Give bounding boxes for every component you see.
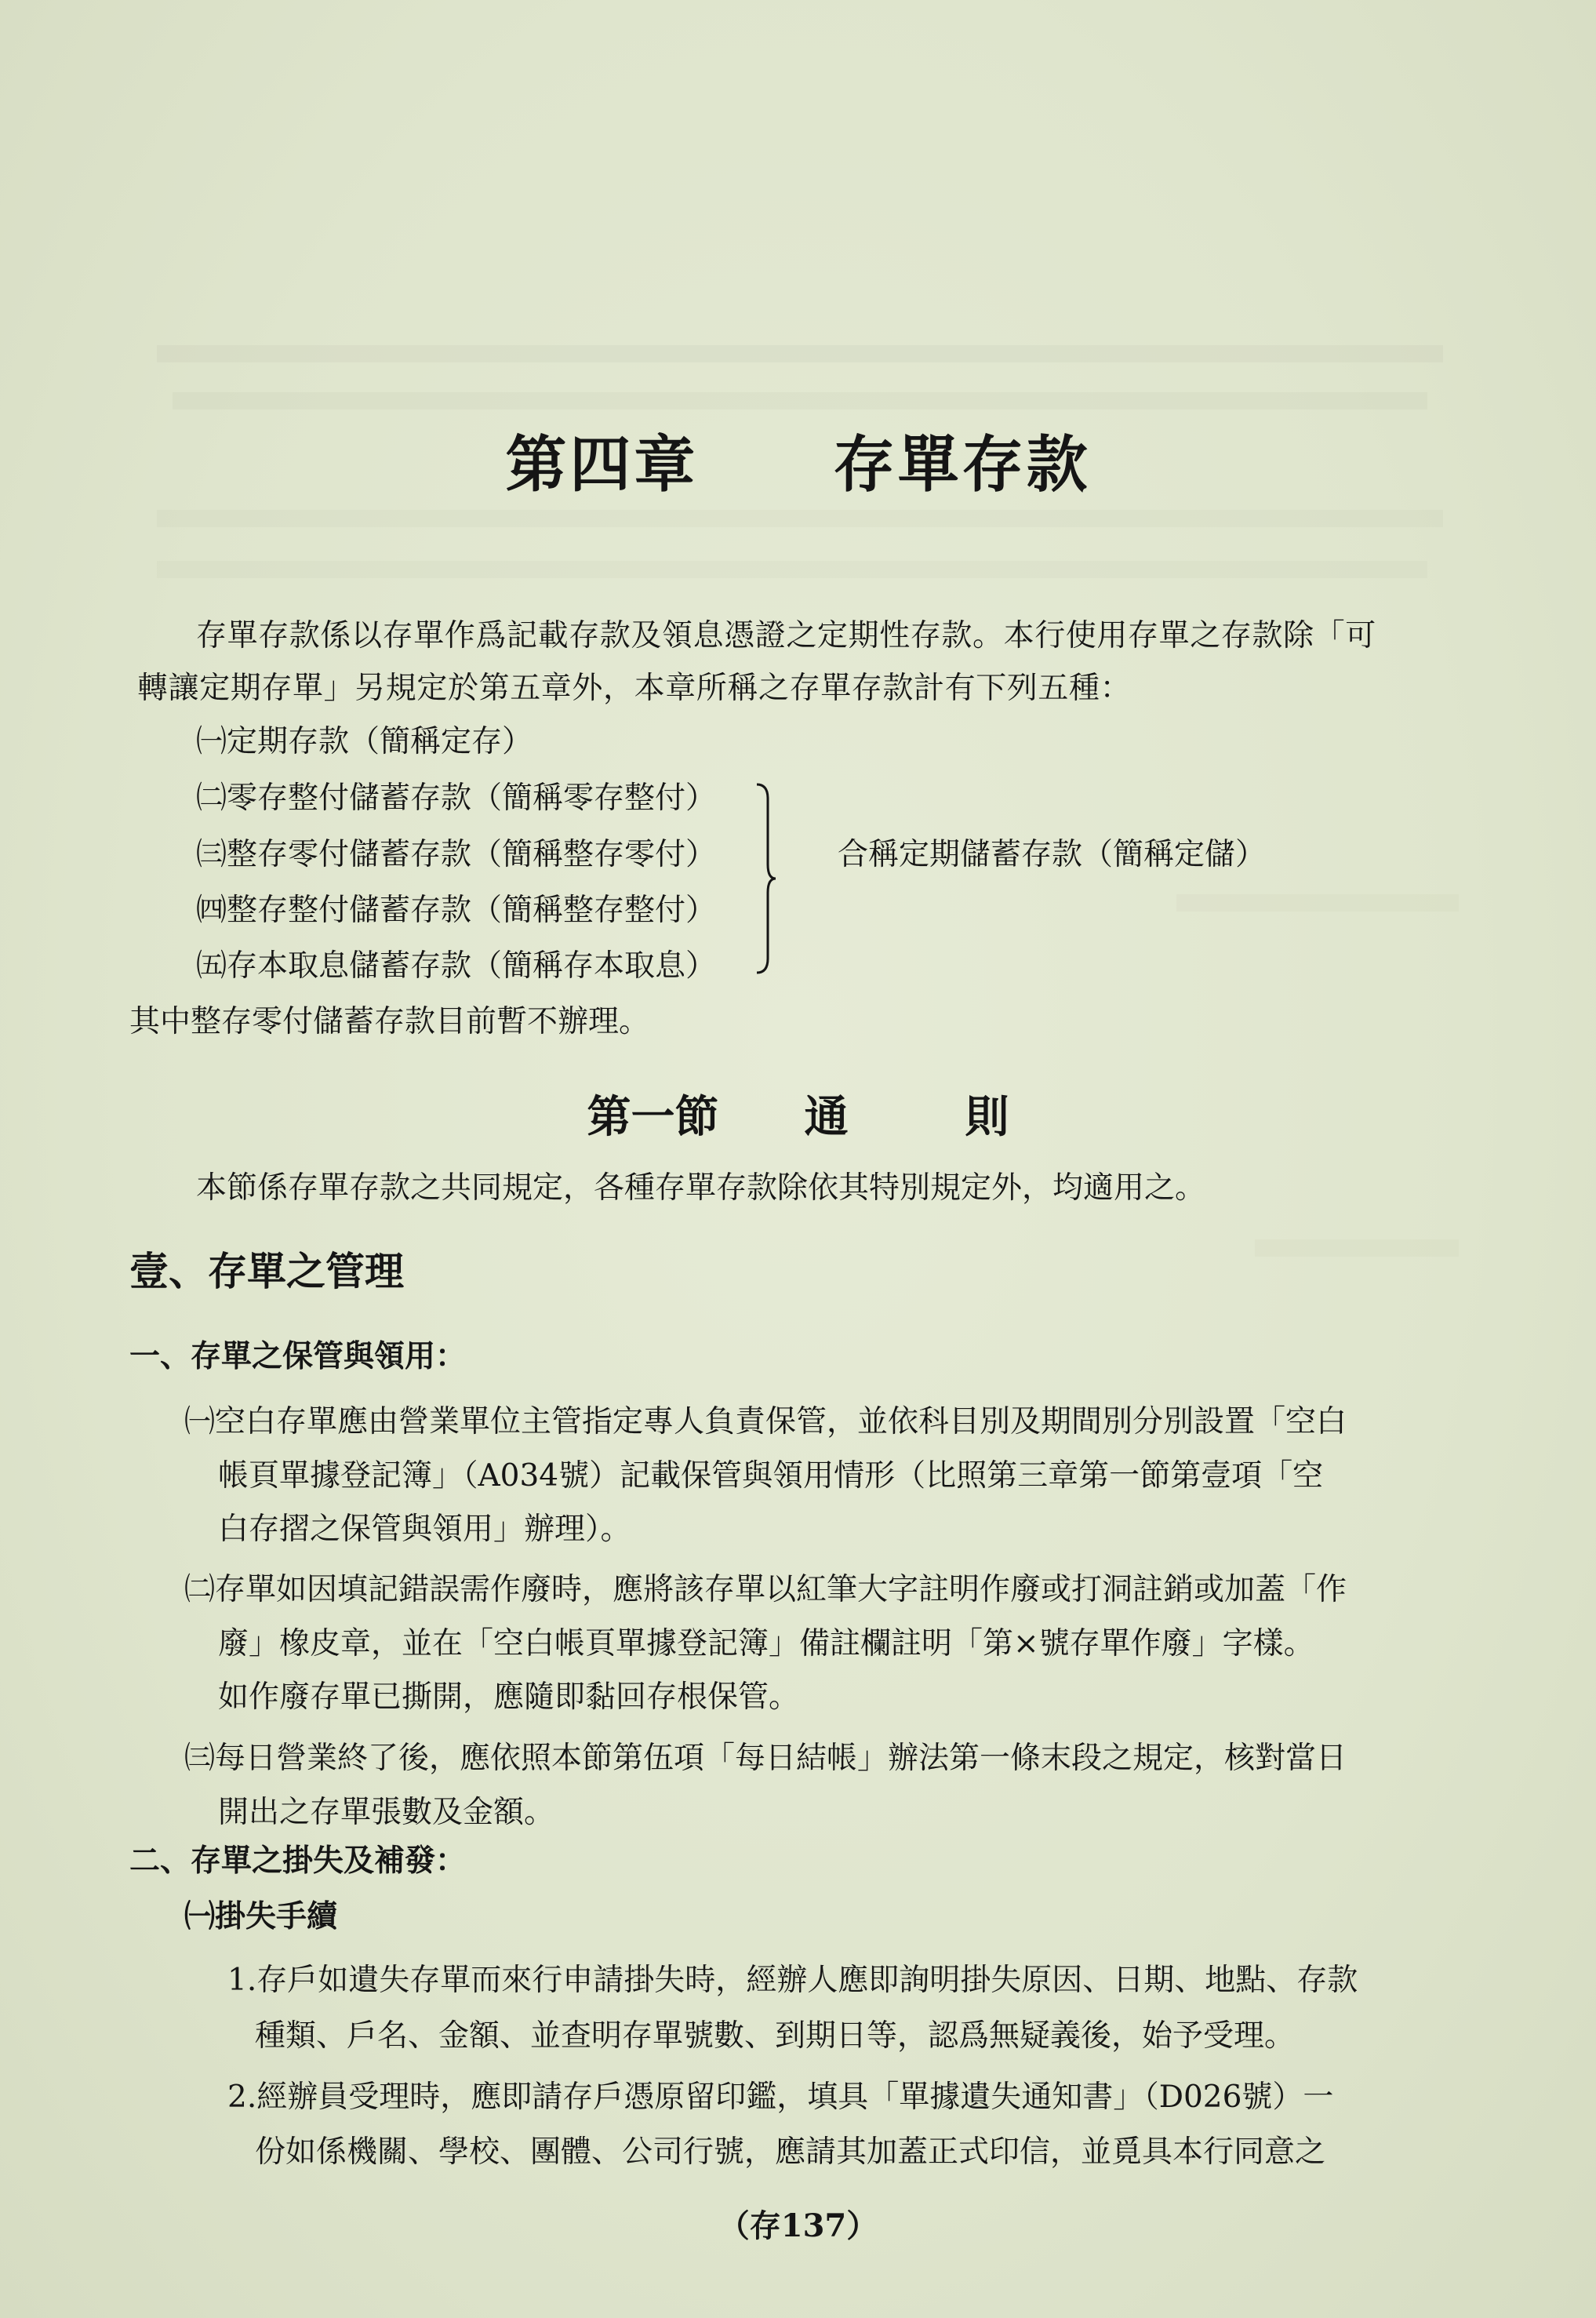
bleed-through-line [1176,894,1459,912]
section-word-2: 則 [965,1091,1009,1143]
item-2-s2-line: 份如係機關、學校、團體、公司行號，應請其加蓋正式印信，並覓具本行同意之 [255,2134,1326,2170]
item-1-p3-line: ㈢每日營業終了後，應依照本節第伍項「每日結帳」辦法第一條末段之規定，核對當日 [184,1741,1347,1776]
not-handled-note: 其中整存零付儲蓄存款目前暫不辦理。 [129,1004,650,1039]
item-2-title: 二、存單之掛失及補發： [129,1843,467,1879]
chapter-name: 存單存款 [833,429,1091,500]
item-1-p2-line: 如作廢存單已撕開，應隨即黏回存根保管。 [218,1679,800,1715]
right-brace [755,783,777,974]
item-1-p1-line: 帳頁單據登記簿」（A034號）記載保管與領用情形（比照第三章第一節第壹項「空 [218,1458,1324,1494]
section-word-1: 通 [804,1091,849,1143]
intro-line-1: 存單存款係以存單作爲記載存款及領息憑證之定期性存款。本行使用存單之存款除「可 [196,618,1376,653]
bleed-through-line [1255,1239,1459,1257]
heading-management: 壹、存單之管理 [129,1248,404,1294]
type-item: ㈢整存零付儲蓄存款（簡稱整存零付） [196,837,717,872]
item-1-p2-line: ㈡存單如因填記錯誤需作廢時，應將該存單以紅筆大字註明作廢或打洞註銷或加蓋「作 [184,1572,1347,1607]
type-item: ㈠定期存款（簡稱定存） [196,724,533,759]
bleed-through-line [173,392,1427,409]
bleed-through-line [157,561,1427,578]
item-2-s1-line: 1.存戶如遺失存單而來行申請掛失時，經辦人應即詢明掛失原因、日期、地點、存款 [227,1963,1358,1998]
section-intro: 本節係存單存款之共同規定，各種存單存款除依其特別規定外，均適用之。 [196,1170,1206,1206]
type-item: ㈡零存整付儲蓄存款（簡稱零存整付） [196,781,717,816]
item-1-p3-line: 開出之存單張數及金額。 [218,1795,555,1830]
intro-line-2: 轉讓定期存單」另規定於第五章外，本章所稱之存單存款計有下列五種： [137,671,1132,706]
types-group-label: 合稱定期儲蓄存款（簡稱定儲） [838,837,1267,872]
item-1-p2-line: 廢」橡皮章，並在「空白帳頁單據登記簿」備註欄註明「第×號存單作廢」字樣。 [218,1626,1314,1661]
bleed-through-line [157,345,1443,362]
type-item: ㈣整存整付儲蓄存款（簡稱整存整付） [196,893,717,928]
type-item: ㈤存本取息儲蓄存款（簡稱存本取息） [196,948,717,984]
bleed-through-line [157,510,1443,527]
item-1-p1-line: 白存摺之保管與領用」辦理）。 [218,1512,631,1547]
item-2-subtitle: ㈠掛失手續 [184,1898,338,1934]
section-title [0,1083,1596,1145]
chapter-label: 第四章 [505,429,699,500]
item-2-s2-line: 2.經辦員受理時，應即請存戶憑原留印鑑，填具「單據遺失通知書」（D026號）一 [227,2080,1334,2115]
item-1-title: 一、存單之保管與領用： [129,1338,467,1374]
chapter-title [0,416,1596,504]
item-1-p1-line: ㈠空白存單應由營業單位主管指定專人負責保管，並依科目別及期間別分別設置「空白 [184,1404,1347,1439]
item-2-s1-line: 種類、戶名、金額、並查明存單號數、到期日等，認爲無疑義後，始予受理。 [255,2018,1296,2054]
section-label: 第一節 [587,1091,719,1143]
page-number: （存137） [718,2207,878,2244]
